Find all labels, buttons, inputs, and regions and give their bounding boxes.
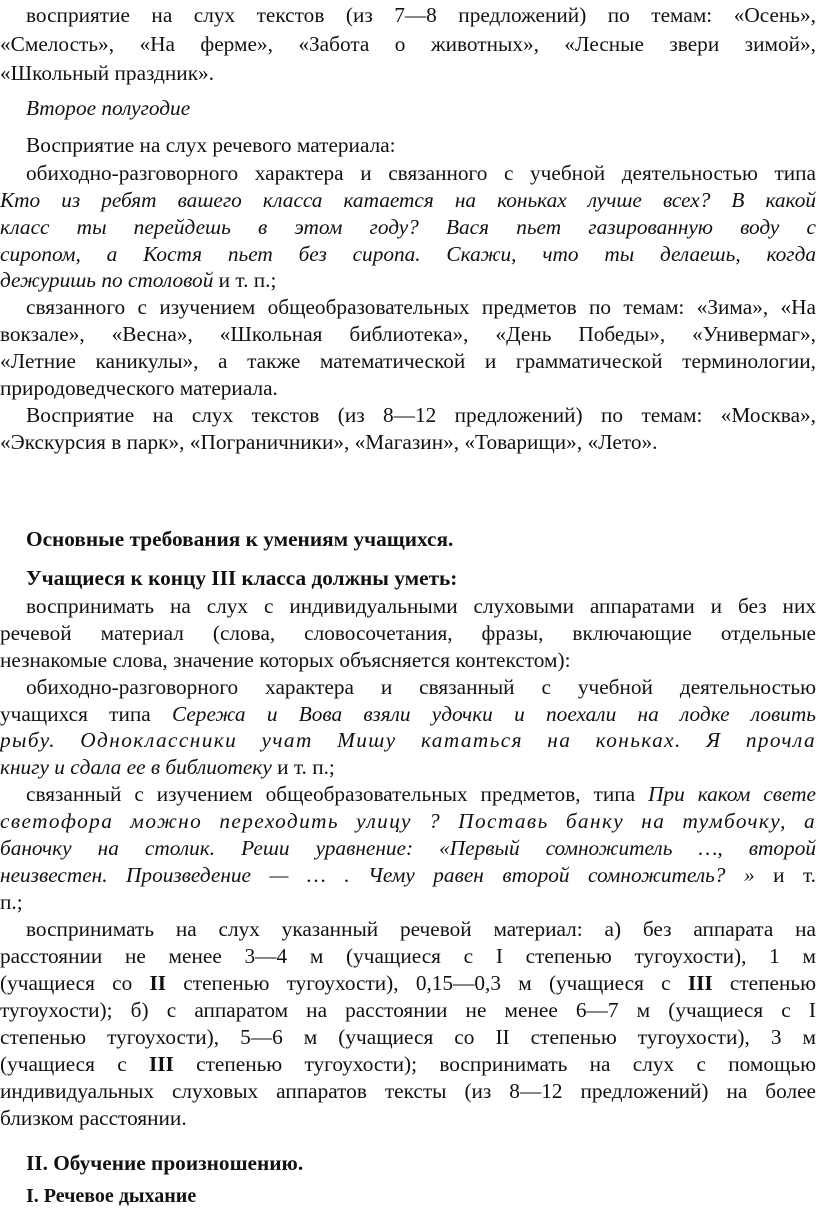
text-line <box>0 429 816 455</box>
text-run: «Экскурсия в парк», «Пограничники», «Магазин», «Товарищи», «Лето». <box>0 430 658 454</box>
text-run: светофора можно переходить улицу ? Поставь банку на тумбочку, а <box>0 809 816 833</box>
text-run: природоведческого материала. <box>0 376 278 400</box>
text-line <box>0 1024 816 1050</box>
text-run: степенью тугоухости); воспринимать на слух с помощью <box>173 1052 816 1076</box>
text-run: баночку на столик. Реши уравнение: «Первый сомножитель …, второй <box>0 836 816 860</box>
text-run: п.; <box>0 890 23 914</box>
text-run: степенью <box>712 971 816 995</box>
text-line <box>0 160 816 186</box>
text-run: и т. п.; <box>271 755 335 779</box>
text-line <box>0 808 816 834</box>
text-run: «Летние каникулы», а также математической и грамматической терминологии, <box>0 349 816 373</box>
section-heading <box>0 1150 816 1176</box>
text-run: и т. п.; <box>213 268 277 292</box>
text-line <box>0 835 816 861</box>
text-line <box>0 1051 816 1077</box>
text-line <box>0 997 816 1023</box>
text-line <box>0 187 816 213</box>
text-run: «Смелость», «На ферме», «Забота о животных», «Лесные звери зимой», <box>0 32 816 56</box>
text-run: тугоухости); б) с аппаратом на расстоянии не менее 6—7 м (учащиеся с I <box>0 998 816 1022</box>
section-subtitle <box>0 95 816 121</box>
text-line <box>0 943 816 969</box>
text-run: Восприятие на слух текстов (из 8—12 предложений) по темам: «Москва», <box>26 403 816 427</box>
text-run: незнакомые слова, значение которых объясняется контекстом): <box>0 648 571 672</box>
text-run: расстоянии не менее 3—4 м (учащиеся с I степенью тугоухости), 1 м <box>0 944 816 968</box>
text-run: учащихся типа <box>0 702 172 726</box>
text-line <box>0 889 816 915</box>
text-run: (учащиеся со <box>0 971 150 995</box>
text-line <box>0 2 816 28</box>
text-run: речевой материал (слова, словосочетания, фразы, включающие отдельные <box>0 621 816 645</box>
text-line <box>0 321 816 347</box>
section-heading <box>0 526 816 552</box>
text-line <box>0 674 816 700</box>
text-run: рыбу. Одноклассники учат Мишу кататься на коньках. Я прочла <box>0 728 816 752</box>
text-line <box>0 348 816 374</box>
text-line <box>0 970 816 996</box>
text-run: индивидуальных слуховых аппаратов тексты (из 8—12 предложений) на более <box>0 1079 816 1103</box>
text-run: воспринимать на слух указанный речевой материал: а) без аппарата на <box>26 917 816 941</box>
text-run: близком расстоянии. <box>0 1106 187 1130</box>
text-line <box>0 647 816 673</box>
text-run: обиходно-разговорного характера и связанный с учебной деятельностью <box>26 675 816 699</box>
text-run: II <box>149 971 167 995</box>
text-run: III <box>687 971 713 995</box>
text-line <box>0 781 816 807</box>
text-run: Кто из ребят вашего класса катается на коньках лучше всех? В какой <box>0 188 816 212</box>
text-run: связанного с изучением общеобразовательных предметов по темам: «Зима», «На <box>26 295 816 319</box>
text-run: связанный с изучением общеобразовательных предметов, типа <box>26 782 649 806</box>
text-line <box>0 916 816 942</box>
text-line <box>0 402 816 428</box>
text-run: «Школьный праздник». <box>0 61 215 85</box>
text-run: (учащиеся с <box>0 1052 149 1076</box>
text-run: дежуришь по столовой <box>0 268 214 292</box>
text-line <box>0 1078 816 1104</box>
text-line <box>0 132 816 158</box>
text-run: Основные требования к умениям учащихся. <box>26 527 454 551</box>
text-line <box>0 620 816 646</box>
text-run: обиходно-разговорного характера и связанного с учебной деятельностью типа <box>26 161 816 185</box>
text-line <box>0 31 816 57</box>
text-run: сиропом, а Костя пьет без сиропа. Скажи, что ты делаешь, когда <box>0 242 816 266</box>
text-line <box>0 1105 816 1131</box>
section-heading <box>0 565 816 591</box>
text-run: I. Речевое дыхание <box>26 1185 197 1207</box>
text-run: III <box>148 1052 174 1076</box>
text-line <box>0 375 816 401</box>
text-run: неизвестен. Произведение — … . Чему равен второй сомножитель? » <box>0 863 755 887</box>
text-run: степенью тугоухости), 0,15—0,3 м (учащиеся с <box>166 971 688 995</box>
text-line <box>0 60 816 86</box>
text-run: Учащиеся к концу III класса должны уметь: <box>26 566 458 590</box>
text-run: Сережа и Вова взяли удочки и поехали на лодке ловить <box>172 702 816 726</box>
text-line <box>0 862 816 888</box>
text-run: и т. <box>754 863 816 887</box>
text-run: Восприятие на слух речевого материала: <box>26 133 396 157</box>
text-line <box>0 593 816 619</box>
text-run: При каком свете <box>648 782 816 806</box>
text-run: вокзале», «Весна», «Школьная библиотека», «День Победы», «Универмаг», <box>0 322 816 346</box>
text-line <box>0 267 816 293</box>
text-run: воспринимать на слух с индивидуальными слуховыми аппаратами и без них <box>26 594 816 618</box>
text-line <box>0 754 816 780</box>
text-run: класс ты перейдешь в этом году? Вася пьет газированную воду с <box>0 215 816 239</box>
text-line <box>0 294 816 320</box>
text-line <box>0 214 816 240</box>
text-run: Второе полугодие <box>26 96 191 120</box>
text-line <box>0 701 816 727</box>
text-line <box>0 241 816 267</box>
text-run: степенью тугоухости), 5—6 м (учащиеся со II степенью тугоухости), 3 м <box>0 1025 816 1049</box>
text-run: восприятие на слух текстов (из 7—8 предложений) по темам: «Осень», <box>26 3 816 27</box>
text-run: книгу и сдала ее в библиотеку <box>0 755 272 779</box>
text-line <box>0 727 816 753</box>
section-heading <box>0 1183 816 1209</box>
text-run: II. Обучение произношению. <box>26 1151 304 1175</box>
